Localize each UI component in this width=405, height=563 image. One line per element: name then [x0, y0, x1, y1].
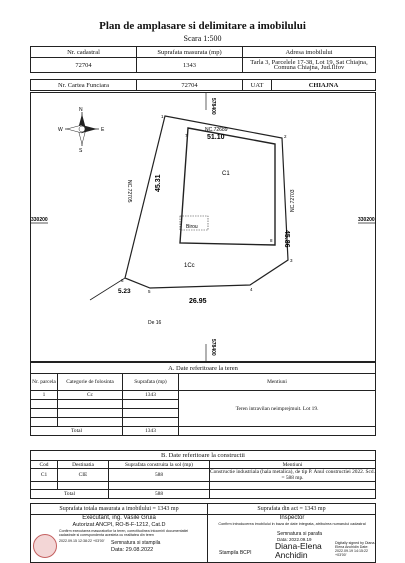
insp-date: Data: 2022.09.19 [277, 537, 312, 542]
insp-name: Diana-Elena Anchidin [275, 541, 322, 560]
col-destinatia: Destinatia [58, 461, 109, 469]
document-title: Plan de amplasare si delimitare a imobilului [99, 20, 306, 32]
point-1: 1 [161, 114, 164, 119]
col-nr-parcela: Nr. parcela [31, 374, 58, 391]
nc-top-label: NC.72689 [205, 127, 228, 133]
dim-small: 5.23 [118, 288, 131, 295]
point-8: 8 [270, 238, 273, 243]
adresa-value: Tarla 3, Parcelele 17-38, Lot 19, Sat Chiajna, Comuna Chiajna, Jud.Ilfov [243, 58, 376, 73]
point-3: 3 [290, 258, 293, 263]
row-mentiuni-a: Teren intravilan neimprejmuit. Lot 19. [179, 391, 376, 427]
col-mentiuni-b: Mentiuni [210, 461, 376, 469]
col-suprafata-a: Suprafata (mp) [123, 374, 179, 391]
coord-top: 578400 [210, 98, 216, 115]
nr-cadastral-label: Nr. cadastral [31, 47, 137, 58]
col-categorie: Categorie de folosinta [58, 374, 123, 391]
total-label-b: Total [31, 490, 109, 499]
coord-left: 330200 [31, 217, 48, 223]
row-suprafata-a: 1343 [123, 391, 179, 400]
section-a-title: A. Date referitoare la teren [31, 363, 376, 374]
insp-title: Inspector [279, 515, 305, 521]
insp-sign-label: Semnatura si parafa [277, 531, 323, 537]
exec-date: Data: 29.08.2022 [111, 547, 154, 553]
col-suprafata-b: Suprafata construita la sol (mp) [109, 461, 210, 469]
footer [30, 514, 376, 563]
total-label-a: Total [31, 427, 123, 436]
point-4: 4 [250, 287, 253, 292]
compass-e: E [101, 127, 105, 133]
exec-sign-label: Semnatura si stampila [111, 540, 161, 546]
carte-value: 72704 [137, 80, 243, 91]
insp-note: Confirm introducerea imobilului in baza de date integrata, atribuirea numarului cadastral [218, 522, 366, 526]
total-value-b: 588 [109, 490, 210, 499]
coord-bottom: 578400 [210, 339, 216, 356]
plot-label: 1Cc [184, 263, 195, 269]
total-measured: Suprafata totala masurata a imobilului = 1343 mp [31, 504, 208, 515]
point-5: 5 [148, 289, 151, 294]
col-mentiuni-a: Mentiuni [179, 374, 376, 391]
section-a-table [30, 362, 376, 436]
exec-sig-time: 2022.09.15 12:38:22 +03'00' [59, 539, 105, 543]
row-nr: 1 [31, 391, 58, 400]
scale-label: Scara 1:500 [183, 34, 222, 43]
plan-drawing [30, 92, 376, 362]
total-act: Suprafata din act = 1343 mp [208, 504, 376, 515]
carte-table [30, 79, 376, 91]
point-6: 6 [121, 278, 124, 283]
row-cod: C1 [31, 469, 58, 482]
nr-cadastral-value: 72704 [31, 58, 137, 73]
section-b-table [30, 450, 376, 499]
stamp-icon [33, 534, 57, 558]
uat-value: CHIAJNA [272, 80, 376, 91]
nc-left-label: NC.72705 [126, 180, 132, 203]
building-label: C1 [222, 171, 230, 177]
compass-icon [58, 107, 105, 154]
carte-label: Nr. Cartea Funciara [31, 80, 137, 91]
total-value-a: 1343 [123, 427, 179, 436]
uat-label: UAT [243, 80, 272, 91]
point-2: 2 [284, 134, 287, 139]
adresa-label: Adresa imobilului [243, 47, 376, 58]
suprafata-label: Suprafata masurata (mp) [137, 47, 243, 58]
dim-bottom: 26.95 [189, 298, 207, 305]
section-b-title: B. Date referitoare la constructii [31, 451, 376, 461]
digital-signature: Digitally signed by Diana-Elena Anchidin Date: 2022.09.19 14:15:22 +03'00' [335, 541, 376, 557]
point-7: 7 [185, 133, 188, 138]
exec-note: Confirm executarea masuratorilor la teren, corectitudinea intocmirii documentatiei cadastrale si corespondenta acesteia cu realitatea din teren [59, 529, 189, 537]
row-suprafata-b: 588 [109, 469, 210, 482]
row-destinatia: CIE [58, 469, 109, 482]
compass-s: S [79, 148, 83, 154]
dim-left: 45.31 [155, 174, 162, 192]
coord-right: 330200 [358, 217, 375, 223]
dim-right: 45.86 [283, 230, 290, 248]
annex-label: Birou [186, 224, 198, 230]
row-mentiuni-b: Constructie industriala (hala metalica), de tip P. Anul constructiei 2022. Scd. = 588 mp. [210, 469, 375, 481]
row-categorie: Cc [58, 391, 123, 400]
compass-w: W [58, 127, 63, 133]
exec-line2: Autorizat ANCPI, RO-B-F-1212, Cat.D [72, 522, 166, 528]
stamp-label: Stampila BCPI [219, 550, 252, 556]
exec-line1: Executant, ing. Vasile Gruia [82, 515, 156, 521]
road-label: De 16 [148, 320, 162, 326]
nc-right-label: NC.72703 [290, 189, 296, 212]
dim-top: 51.10 [207, 134, 225, 141]
suprafata-value: 1343 [137, 58, 243, 73]
compass-n: N [79, 107, 83, 113]
header-table [30, 46, 376, 73]
col-cod: Cod [31, 461, 58, 469]
